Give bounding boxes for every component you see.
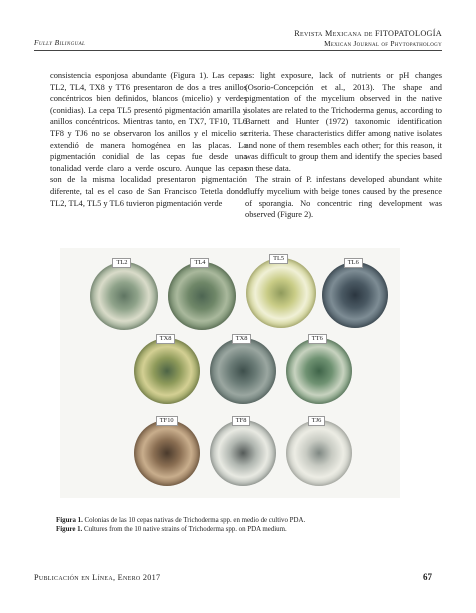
petri-dish-tf8: [210, 417, 276, 486]
figure-caption: [56, 516, 426, 534]
journal-header: [294, 29, 442, 49]
running-header-left: Fully Bilingual: [34, 38, 86, 47]
caption-en-label: Figure 1.: [56, 526, 83, 533]
figure-1-plates: [60, 248, 400, 498]
footer-publication: Publicación en Línea, Enero 2017: [34, 573, 161, 582]
plate-label: TX8: [156, 334, 176, 344]
petri-dish-tj6: [286, 417, 352, 486]
petri-dish-tt6: [286, 335, 352, 404]
petri-dish-tl5: [246, 255, 316, 328]
plate-label: TL4: [190, 258, 209, 268]
english-paragraph-1: as: light exposure, lack of nutrients or pH changes (Osorio-Concepción et al., 2013). The shape and pigmentation of the mycelium observed in the native isolates are related to the Trichoderma genus, according to Barnett and Hunter (1972) taxonomic identification criteria. These characteristics differ among native isolates and none of them resembles each other; for this reason, it was difficult to group them and identify the species based on these data.: [245, 71, 442, 173]
caption-en: [56, 525, 426, 534]
plate-label: TX8: [232, 334, 252, 344]
caption-es: [56, 516, 426, 525]
plate-label: TL5: [269, 254, 288, 264]
plate-label: TL6: [344, 258, 363, 268]
petri-dish-tx8: [134, 335, 200, 404]
journal-title-en: Mexican Journal of Phytopathology: [324, 40, 442, 48]
petri-dish-tf10: [134, 417, 200, 486]
caption-es-label: Figura 1.: [56, 517, 83, 524]
header-rule: [34, 50, 442, 51]
journal-title-es: Revista Mexicana de FITOPATOLOGÍA: [294, 29, 442, 38]
petri-dish-tl6: [322, 259, 388, 328]
plate-label: TF10: [156, 416, 178, 426]
petri-dish-tl2: [90, 259, 158, 330]
petri-dish-tx8: [210, 335, 276, 404]
english-paragraph-2: The strain of P. infestans developed abundant white fluffy mycelium with beige tones caused by the presence of sporangia. No concentric ring development was observed (Figure 2).: [245, 175, 442, 220]
plate-label: TJ6: [308, 416, 326, 426]
plate-label: TL2: [112, 258, 131, 268]
spanish-paragraph: consistencia esponjosa abundante (Figura 1). Las cepas TL2, TL4, TX8 y TT6 presentaron de dos a tres anillos concéntricos bien definidos, blancos (micelio) y verdes (conidias). La cepa TL5 presentó pigmentación amarilla y anillos concéntricos. Mientras tanto, en TX7, TF10, TL6 TF8 y TJ6 no se observaron los anillos y el micelio se extendió de manera homogénea en las placas. La pigmentación conidial de las cepas fue desde una tonalidad verde claro a verde oscuro. Aunque las cepas son de la misma localidad presentaron pigmentación diferente, tal es el caso de San Francisco Tetetla donde TL2, TL4, TL5 y TL6 tuvieron pigmentación verde: [50, 71, 247, 208]
petri-dish-tl4: [168, 259, 236, 330]
english-column: [245, 70, 442, 221]
caption-es-text: Colonias de las 10 cepas nativas de Trichoderma spp. en medio de cultivo PDA.: [82, 517, 306, 524]
page-number: 67: [423, 572, 432, 582]
plate-label: TF8: [232, 416, 251, 426]
caption-en-text: Cultures from the 10 native strains of Trichoderma spp. on PDA medium.: [82, 526, 287, 533]
plate-label: TT6: [308, 334, 327, 344]
spanish-column: [50, 70, 247, 209]
